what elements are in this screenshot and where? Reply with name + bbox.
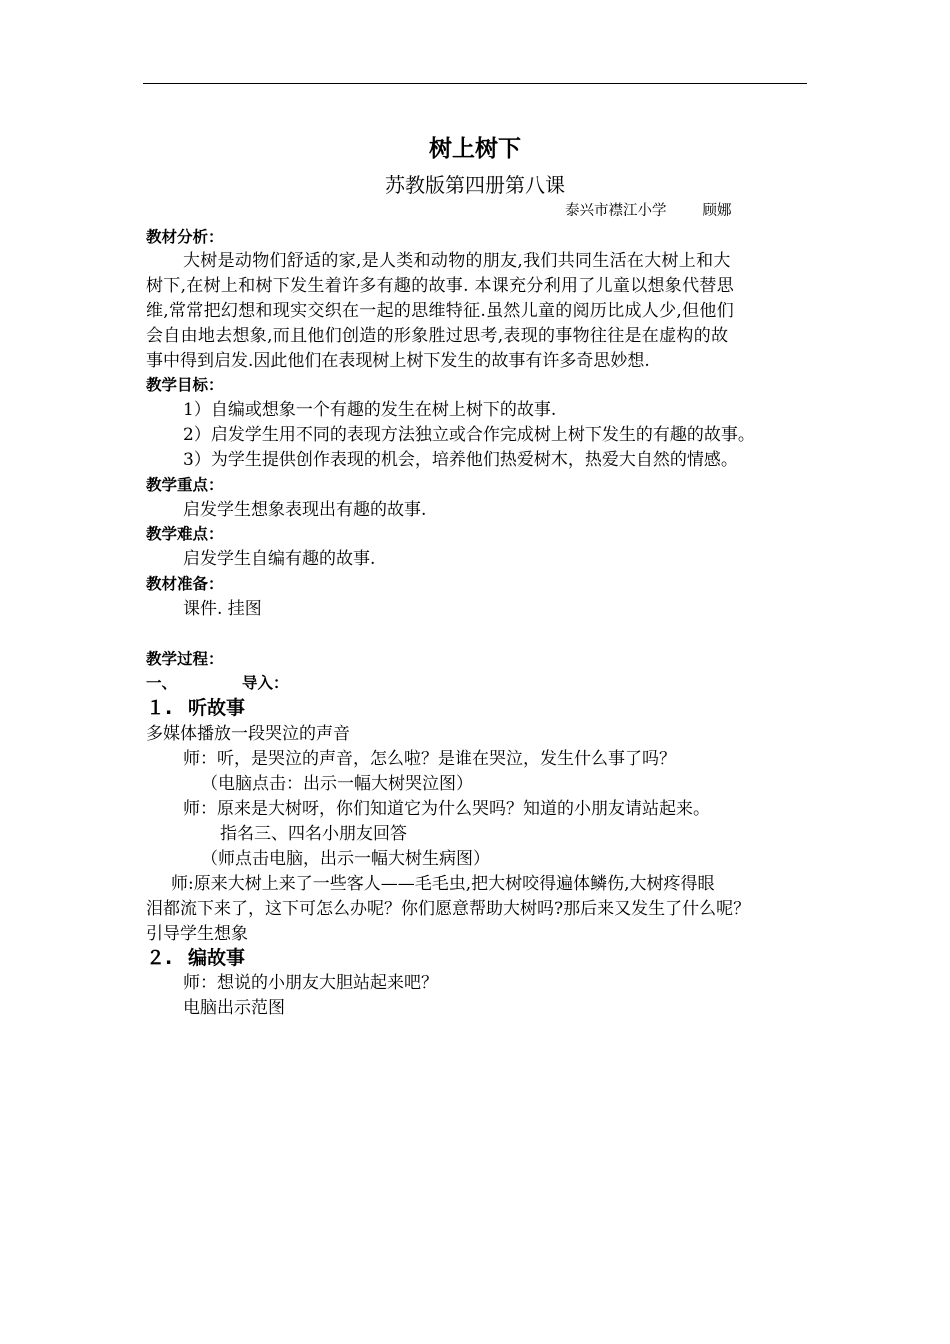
dialogue-line: 师：听，是哭泣的声音，怎么啦？是谁在哭泣，发生什么事了吗？ [183,749,676,769]
analysis-line: 树下,在树上和树下发生着许多有趣的故事. 本课充分利用了儿童以想象代替思 [146,276,735,296]
process-heading: 教学过程： [146,650,224,668]
byline [565,201,732,221]
step-one [146,672,289,694]
stage-direction: 电脑出示范图 [183,998,285,1018]
analysis-line: 事中得到启发.因此他们在表现树上树下发生的故事有许多奇思妙想. [146,351,650,371]
part-one-number: １. [146,697,173,719]
key-point-heading: 教学重点： [146,476,224,494]
dialogue-para-line: 师:原来大树上来了一些客人——毛毛虫,把大树咬得遍体鳞伤,大树疼得眼 [171,874,715,894]
stage-direction: （师点击电脑，出示一幅大树生病图） [201,849,490,869]
part-one-intro: 多媒体播放一段哭泣的声音 [146,724,350,744]
analysis-line: 会自由地去想象,而且他们创造的形象胜过思考,表现的事物往往是在虚构的故 [146,326,729,346]
objective-item: 3）为学生提供创作表现的机会，培养他们热爱树木，热爱大自然的情感。 [183,450,738,470]
key-point-text: 启发学生想象表现出有趣的故事. [183,500,427,520]
dialogue-line: 师：原来是大树呀，你们知道它为什么哭吗？知道的小朋友请站起来。 [183,799,710,819]
difficulty-heading: 教学难点： [146,525,224,543]
analysis-line: 大树是动物们舒适的家,是人类和动物的朋友,我们共同生活在大树上和大 [183,251,731,271]
author-name: 顾娜 [702,203,732,219]
dialogue-line: 师：想说的小朋友大胆站起来吧？ [183,973,438,993]
header-rule [143,83,807,84]
part-one-title: 听故事 [188,697,246,719]
part-two-heading [146,945,245,971]
step-one-number: 一、 [146,674,178,692]
objective-item: 2）启发学生用不同的表现方法独立或合作完成树上树下发生的有趣的故事。 [183,425,755,445]
dialogue-para-line: 引导学生想象 [146,924,248,944]
difficulty-text: 启发学生自编有趣的故事. [183,549,376,569]
materials-text: 课件. 挂图 [183,599,262,619]
part-one-heading [146,695,245,721]
step-one-label: 导入： [242,674,289,692]
document-subtitle: 苏教版第四册第八课 [385,173,565,197]
analysis-line: 维,常常把幻想和现实交织在一起的思维特征.虽然儿童的阅历比成人少,但他们 [146,301,735,321]
dialogue-para-line: 泪都流下来了，这下可怎么办呢？你们愿意帮助大树吗?那后来又发生了什么呢？ [146,899,751,919]
part-two-number: ２. [146,947,173,969]
school-name: 泰兴市襟江小学 [565,203,667,219]
objectives-heading: 教学目标： [146,376,224,394]
materials-heading: 教材准备： [146,575,224,593]
stage-direction: 指名三、四名小朋友回答 [220,824,407,844]
document-title: 树上树下 [429,136,521,162]
stage-direction: （电脑点击：出示一幅大树哭泣图） [201,774,473,794]
part-two-title: 编故事 [188,947,246,969]
analysis-heading: 教材分析： [146,228,224,246]
objective-item: 1）自编或想象一个有趣的发生在树上树下的故事. [183,400,557,420]
